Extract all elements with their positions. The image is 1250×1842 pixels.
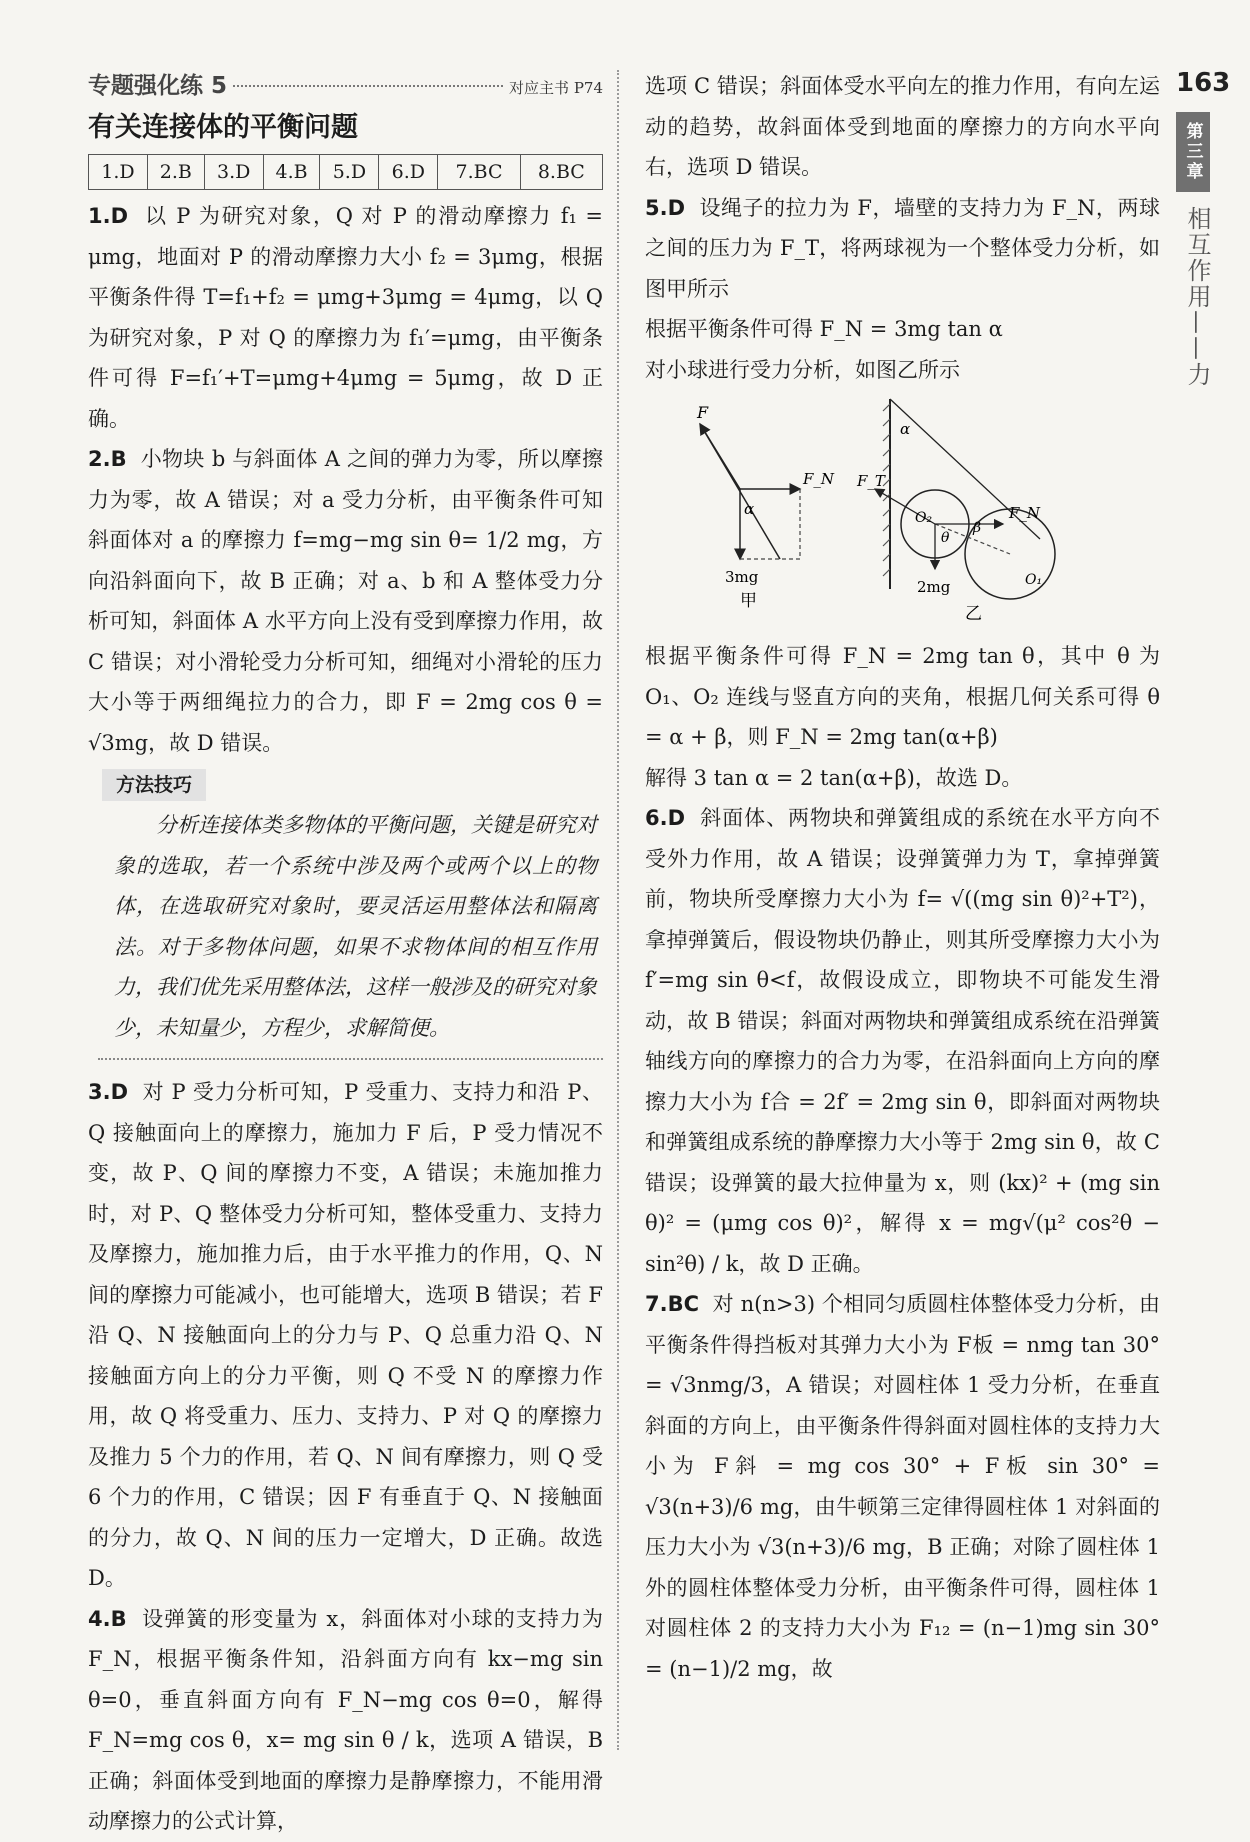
solution-text: 以 P 为研究对象，Q 对 P 的滑动摩擦力 f₁ = μmg，地面对 P 的滑动摩擦力大小 f₂ = 3μmg，根据平衡条件得 T=f₁+f₂ = μmg+3μmg = 4μmg，以 Q 为研究对象，P 对 Q 的摩擦力为 f₁′=μmg，由平衡条件可得 F=f₁′+T=μmg+4μmg = 5μmg，故 D 正确。 bbox=[88, 204, 603, 431]
label-ft: F_T bbox=[857, 472, 885, 490]
solution-text: 对 P 受力分析可知，P 受重力、支持力和沿 P、Q 接触面向上的摩擦力，施加力 F 后，P 受力情况不变，故 P、Q 间的摩擦力不变，A 错误；未施加推力时，对 P、Q 整体受力分析可知，整体受重力、支持力及摩擦力，施加推力后，由于水平推力的作用，Q、N 间的摩擦力可能减小，也可能增大，选项 B 错误；若 F 沿 Q、N 接触面向上的分力与 P、Q 总重力沿 Q、N 接触面方向上的分力平衡，则 Q 不受 N 的摩擦力作用，故 Q 将受重力、压力、支持力、P 对 Q 的摩擦力及推力 5 个力的作用，若 Q、N 间有摩擦力，则 Q 受 6 个力的作用，C 错误；因 F 有垂直于 Q、N 接触面的分力，故 Q、N 间的压力一定增大，D 正确。故选 D。 bbox=[88, 1080, 603, 1590]
solution-text: 设绳子的拉力为 F，墙壁的支持力为 F_N，两球之间的压力为 F_T，将两球视为一个整体受力分析，如图甲所示 bbox=[645, 195, 1160, 301]
solution-number: 4.B bbox=[88, 1606, 127, 1631]
solution-text: 斜面体、两物块和弹簧组成的系统在水平方向不受外力作用，故 A 错误；设弹簧弹力为 T，拿掉弹簧前，物块所受摩擦力大小为 f= √((mg sin θ)²+T²)，拿掉弹簧后，假设物块仍静止，则其所受摩擦力大小为 f′=mg sin θ<f，故假设成立，即物块不可能发生滑动，故 B 错误；斜面对两物块和弹簧组成系统在沿弹簧轴线方向的摩擦力的合力为零，在沿斜面向上方向的摩擦力大小为 f合 = 2f′ = 2mg sin θ，即斜面对两物块和弹簧组成系统的静摩擦力大小等于 2mg sin θ，故 C 错误；设弹簧的最大拉伸量为 x，则 (kx)² + (mg sin θ)² = (μmg cos θ)²，解得 x = mg√(μ² cos²θ − sin²θ) / k，故 D 正确。 bbox=[645, 806, 1160, 1276]
force-diagrams bbox=[645, 394, 1145, 634]
answer-cell: 1.D bbox=[89, 155, 148, 190]
series-label: 专题强化练 5 bbox=[88, 73, 228, 99]
left-column bbox=[88, 66, 603, 1842]
section-header bbox=[88, 66, 603, 104]
solution-number: 3.D bbox=[88, 1080, 129, 1104]
solution-text: 小物块 b 与斜面体 A 之间的弹力为零，所以摩擦力为零，故 A 错误；对 a 受力分析，由平衡条件可知斜面体对 a 的摩擦力 f=mg−mg sin θ= 1/2 mg，方向沿斜面向下，故 B 正确；对 a、b 和 A 整体受力分析可知，斜面体 A 水平方向上没有受到摩擦力作用，故 C 错误；对小滑轮受力分析可知，细绳对小滑轮的压力大小等于两细绳拉力的合力，即 F = 2mg cos θ = √3mg，故 D 错误。 bbox=[88, 447, 603, 755]
figure-yi bbox=[856, 399, 1055, 624]
chapter-tab: 第三章 bbox=[1176, 112, 1210, 192]
solution-5 bbox=[645, 188, 1160, 310]
solution-number: 5.D bbox=[645, 195, 686, 220]
leader-dots bbox=[233, 85, 503, 87]
method-tips-label: 方法技巧 bbox=[102, 769, 206, 801]
solution-number: 7.BC bbox=[645, 1292, 700, 1316]
label-o1: O₁ bbox=[1025, 572, 1043, 588]
solution-5-line: 对小球进行受力分析，如图乙所示 bbox=[645, 357, 960, 382]
answer-table bbox=[88, 154, 603, 190]
wall-hatching bbox=[883, 404, 890, 576]
solution-6 bbox=[645, 798, 1160, 1284]
divider bbox=[98, 1058, 603, 1060]
right-column bbox=[645, 66, 1160, 1689]
solution-4-continued: 选项 C 错误；斜面体受水平向左的推力作用，有向左运动的趋势，故斜面体受到地面的摩擦力的方向水平向右，选项 D 错误。 bbox=[645, 74, 1160, 179]
solution-5-line: 根据平衡条件可得 F_N = 2mg tan θ，其中 θ 为 O₁、O₂ 连线与竖直方向的夹角，根据几何关系可得 θ = α + β，则 F_N = 2mg tan(α+β) bbox=[645, 644, 1160, 749]
solution-7 bbox=[645, 1284, 1160, 1689]
solution-2 bbox=[88, 439, 603, 763]
solution-text: 对 n(n>3) 个相同匀质圆柱体整体受力分析，由平衡条件得挡板对其弹力大小为 F板 = nmg tan 30° = √3nmg/3，A 错误；对圆柱体 1 受力分析，在垂直斜面的方向上，由平衡条件得斜面对圆柱体的支持力大小为 F斜 = mg cos 30° + F板 sin 30° = √3(n+3)/6 mg，由牛顿第三定律得圆柱体 1 对斜面的压力大小为 √3(n+3)/6 mg，B 正确；对除了圆柱体 1 外的圆柱体整体受力分析，由平衡条件可得，圆柱体 1 对圆柱体 2 的支持力大小为 F₁₂ = (n−1)mg sin 30° = (n−1)/2 mg，故 bbox=[645, 1292, 1160, 1681]
answer-cell: 3.D bbox=[204, 155, 263, 190]
answer-cell: 7.BC bbox=[438, 155, 520, 190]
solution-5-line: 根据平衡条件可得 F_N = 3mg tan α bbox=[645, 317, 1003, 341]
method-tips-box bbox=[88, 805, 603, 1048]
label-alpha: α bbox=[900, 420, 911, 438]
label-o2: O₂ bbox=[915, 510, 933, 526]
solution-4 bbox=[88, 1599, 603, 1842]
reference-label: 对应主书 P74 bbox=[509, 79, 603, 97]
label-beta: β bbox=[973, 520, 982, 536]
answer-cell: 5.D bbox=[320, 155, 379, 190]
page-title: 有关连接体的平衡问题 bbox=[88, 112, 358, 143]
solution-1 bbox=[88, 196, 603, 439]
label-fn: F_N bbox=[803, 470, 835, 488]
solution-number: 2.B bbox=[88, 447, 127, 471]
label-theta: θ bbox=[941, 530, 950, 546]
column-divider bbox=[617, 70, 619, 1750]
solution-number: 6.D bbox=[645, 806, 686, 830]
figure-jia bbox=[696, 403, 835, 611]
label-alpha: α bbox=[744, 500, 755, 518]
answer-cell: 2.B bbox=[147, 155, 204, 190]
label-weight: 3mg bbox=[725, 568, 759, 586]
solution-number: 1.D bbox=[88, 204, 129, 228]
caption-yi: 乙 bbox=[965, 604, 982, 624]
answer-cell: 8.BC bbox=[520, 155, 602, 190]
answer-cell: 6.D bbox=[379, 155, 438, 190]
label-fn: F_N bbox=[1009, 504, 1041, 522]
caption-jia: 甲 bbox=[740, 591, 757, 611]
label-weight: 2mg bbox=[917, 578, 951, 596]
solution-3 bbox=[88, 1072, 603, 1599]
answer-cell: 4.B bbox=[263, 155, 320, 190]
solution-text: 设弹簧的形变量为 x，斜面体对小球的支持力为 F_N，根据平衡条件知，沿斜面方向有 kx−mg sin θ=0，垂直斜面方向有 F_N−mg cos θ=0，解得 F_N=mg cos θ，x= mg sin θ / k，选项 A 错误，B 正确；斜面体受到地面的摩擦力是静摩擦力，不能用滑动摩擦力的公式计算， bbox=[88, 1606, 603, 1833]
label-f: F bbox=[697, 403, 709, 422]
method-tips-text: 分析连接体类多物体的平衡问题，关键是研究对象的选取，若一个系统中涉及两个或两个以上的物体，在选取研究对象时，要灵活运用整体法和隔离法。对于多物体问题，如果不求物体间的相互作用力，我们优先采用整体法，这样一般涉及的研究对象少，未知量少，方程少，求解简便。 bbox=[114, 813, 597, 1040]
chapter-title: 相互作用——力 bbox=[1183, 206, 1211, 388]
solution-5-line: 解得 3 tan α = 2 tan(α+β)，故选 D。 bbox=[645, 765, 1023, 790]
page-number: 163 bbox=[1176, 68, 1231, 98]
